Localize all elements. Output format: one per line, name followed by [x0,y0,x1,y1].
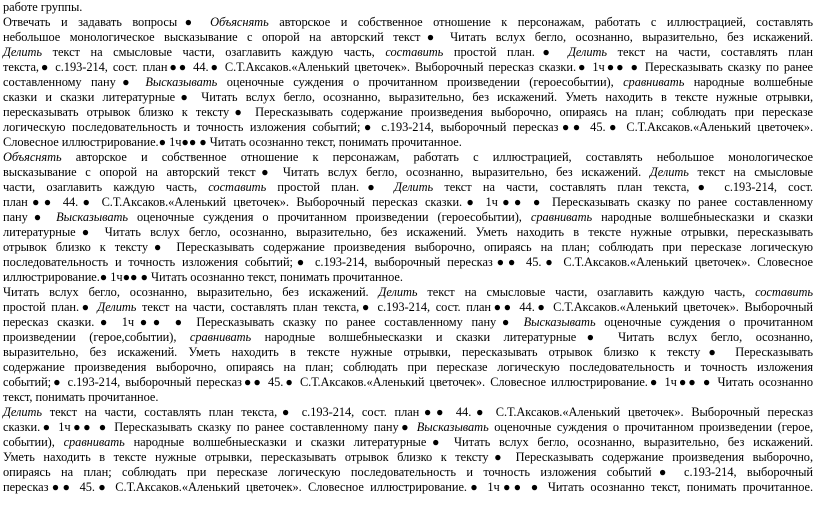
text-line: пересказывать отрывок близко к тексту● Пересказывать содержание произведения выборочно, опираясь на план; соблюдать при пересказе [3,105,813,119]
text-line: план●● 44.● С.Т.Аксаков.«Аленький цветочек». Выборочный пересказ сказки.● 1ч●● ● Пересказывать сказку по ранее составленному [3,195,813,209]
text-line: простой план.● Делить текст на части, составлять план текста,● с.193-214, сост. план●● 44.● С.Т.Аксаков.«Аленький цветочек». Выборочный [3,300,813,314]
text-line: пересказ сказки.● 1ч●● ● Пересказывать сказку по ранее составленному пану● Высказывать оценочные суждения о прочитанном [3,315,813,329]
text-line: составленному пану● Высказывать оценочные суждения о прочитанном произведении (героесобытии), сравнивать народные волшебные [3,75,814,89]
emphasized-term: Высказывать [56,210,129,224]
emphasized-term: составить [208,180,267,194]
emphasized-term: Высказывать [416,420,489,434]
text-line: опираясь на план; соблюдать при пересказе логическую последовательность и точность изложения событий● с.193-214, выборочный [3,465,813,479]
text-line: литературные● Читать вслух бегло, осознанно, выразительно, без искажений. Уметь находить в тексте нужные отрывки, пересказывать [3,225,813,239]
emphasized-term: Высказывать [145,75,218,89]
emphasized-term: Делить [649,165,689,179]
text-line: Объяснять авторское и собственное отношение к персонажам, работать с иллюстрацией, составлять небольшое монологическое [3,150,813,164]
emphasized-term: Делить [97,300,137,314]
text-line: произведении (герое,событии), сравнивать народные волшебныесказки и сказки литературные● Читать вслух бегло, осознанно, [3,330,813,344]
text-line: выразительно, без искажений. Уметь находить в тексте нужные отрывки, пересказывать отрывок близко к тексту● Пересказывать [3,345,813,359]
text-line: Уметь находить в тексте нужные отрывки, пересказывать отрывок близко к тексту● Пересказывать содержание произведения выборочно, [3,450,813,464]
text-line: отрывок близко к тексту● Пересказывать содержание произведения выборочно, опираясь на план; соблюдать при пересказе логическую [3,240,813,254]
text-line: текста,● с.193-214, сост. план●● 44.● С.Т.Аксаков.«Аленький цветочек». Выборочный пересказ сказки.● 1ч●● ● Пересказывать сказку по ранее [3,60,813,74]
text-line: пану● Высказывать оценочные суждения о прочитанном произведении (героесобытии), сравнивать народные волшебныесказки и сказки [3,210,813,224]
emphasized-term: Объяснять [210,15,269,29]
text-line: высказывание с опорой на авторский текст● Читать вслух бегло, осознанно, выразительно, без искажений. Делить текст на смысловые [3,165,813,179]
text-line: небольшое монологическое высказывание с опорой на авторский текст● Читать вслух бегло, осознанно, выразительно, без искажений. [3,30,813,44]
emphasized-term: составить [755,285,814,299]
text-line: иллюстрирование.● 1ч●● ● Читать осознанно текст, понимать прочитанное. [3,270,403,284]
text-line: последовательность и точность изложения событий;● с.193-214, выборочный пересказ●● 45.● С.Т.Аксаков.«Аленький цветочек». Словесное [3,255,813,269]
text-line: сказки и сказки литературные● Читать вслух бегло, осознанно, выразительно, без искажений. Уметь находить в тексте нужные отрывки, [3,90,813,104]
text-line: Словесное иллюстрирование.● 1ч●● ● Читать осознанно текст, понимать прочитанное. [3,135,462,149]
emphasized-term: сравнивать [530,210,593,224]
emphasized-term: сравнивать [63,435,125,449]
emphasized-term: сравнивать [189,330,252,344]
text-line: Читать вслух бегло, осознанно, выразительно, без искажений. Делить текст на смысловые части, озаглавить каждую часть, составить [3,285,814,299]
text-line: части, озаглавить каждую часть, составить простой план.● Делить текст на части, составлять план текста,● с.193-214, сост. [3,180,813,194]
emphasized-term: Делить [568,45,608,59]
text-line: событий;● с.193-214, выборочный пересказ●● 45.● С.Т.Аксаков.«Аленький цветочек». Словесное иллюстрирование.● 1ч●● ● Читать осознанно [3,375,813,389]
text-line: сказки.● 1ч●● ● Пересказывать сказку по ранее составленному пану● Высказывать оценочные суждения о прочитанном произведении (герое, [3,420,813,434]
text-line: Делить текст на части, составлять план текста,● с.193-214, сост. план●● 44.● С.Т.Аксаков.«Аленький цветочек». Выборочный пересказ [3,405,813,419]
text-line: логическую последовательность и точность изложения событий;● с.193-214, выборочный пересказ●● 45.● С.Т.Аксаков.«Аленький цветочек». [3,120,813,134]
text-line: Отвечать и задавать вопросы● Объяснять авторское и собственное отношение к персонажам, работать с иллюстрацией, составлять [3,15,814,29]
text-line: текст, понимать прочитанное. [3,390,159,404]
text-line: Делить текст на смысловые части, озаглавить каждую часть, составить простой план.● Делить текст на части, составлять план [3,45,813,59]
text-line: работе группы. [3,0,83,14]
text-line: событии), сравнивать народные волшебныесказки и сказки литературные● Читать вслух бегло, осознанно, выразительно, без искажений. [3,435,813,449]
text-line: пересказ●● 45.● С.Т.Аксаков.«Аленький цветочек». Словесное иллюстрирование.● 1ч●● ● Читать осознанно текст, понимать прочитанное. [3,480,813,494]
emphasized-term: Делить [378,285,418,299]
emphasized-term: Делить [3,45,42,59]
emphasized-term: Делить [394,180,434,194]
emphasized-term: Объяснять [3,150,62,164]
emphasized-term: сравнивать [623,75,685,89]
emphasized-term: Высказывать [523,315,596,329]
emphasized-term: составить [385,45,444,59]
text-line: содержание произведения выборочно, опираясь на план; соблюдать при пересказе логическую последовательность и точность изложения [3,360,813,374]
emphasized-term: Делить [3,405,42,419]
